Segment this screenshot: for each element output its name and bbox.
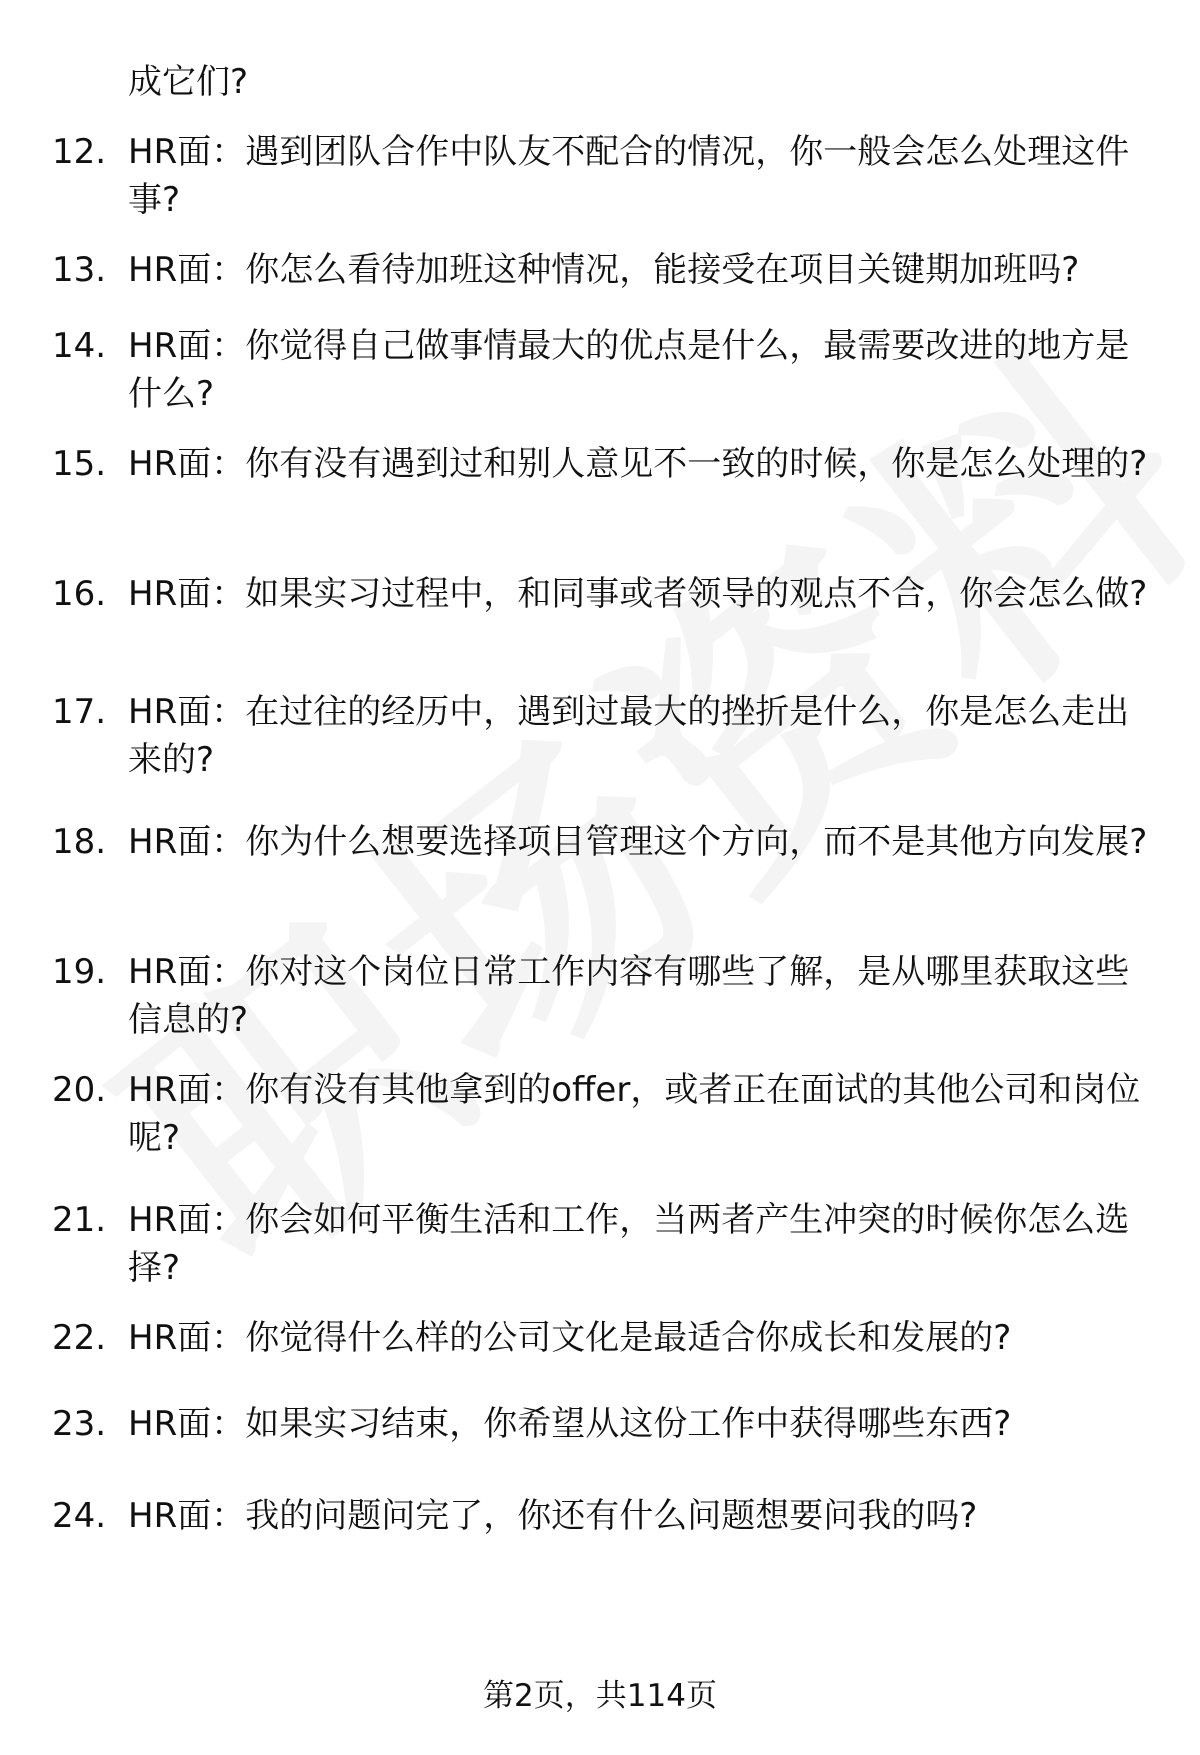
continuation-text: 成它们?: [128, 62, 249, 102]
item-text: HR面：遇到团队合作中队友不配合的情况，你一般会怎么处理这件事?: [128, 132, 1130, 220]
item-number: 12.: [52, 132, 107, 172]
page-footer: 第2页，共114页: [483, 1678, 717, 1714]
item-text: HR面：在过往的经历中，遇到过最大的挫折是什么，你是怎么走出来的?: [128, 692, 1130, 780]
item-number: 17.: [52, 692, 107, 732]
item-text: HR面：你有没有遇到过和别人意见不一致的时候，你是怎么处理的?: [128, 444, 1148, 484]
item-number: 15.: [52, 444, 107, 484]
item-number: 14.: [52, 326, 107, 366]
item-number: 21.: [52, 1200, 107, 1240]
item-number: 20.: [52, 1070, 107, 1110]
item-text: HR面：你觉得自己做事情最大的优点是什么，最需要改进的地方是什么?: [128, 326, 1130, 414]
item-text: HR面：你有没有其他拿到的offer，或者正在面试的其他公司和岗位呢?: [128, 1070, 1141, 1158]
item-text: HR面：你怎么看待加班这种情况，能接受在项目关键期加班吗?: [128, 250, 1080, 290]
item-number: 16.: [52, 574, 107, 614]
item-text: HR面：我的问题问完了，你还有什么问题想要问我的吗?: [128, 1496, 978, 1536]
item-text: HR面：你为什么想要选择项目管理这个方向，而不是其他方向发展?: [128, 822, 1148, 862]
item-text: HR面：你觉得什么样的公司文化是最适合你成长和发展的?: [128, 1318, 1012, 1358]
item-number: 18.: [52, 822, 107, 862]
item-number: 24.: [52, 1496, 107, 1536]
item-number: 19.: [52, 952, 107, 992]
item-text: HR面：如果实习过程中，和同事或者领导的观点不合，你会怎么做?: [128, 574, 1148, 614]
item-number: 13.: [52, 250, 107, 290]
item-text: HR面：如果实习结束，你希望从这份工作中获得哪些东西?: [128, 1404, 1012, 1444]
item-text: HR面：你会如何平衡生活和工作，当两者产生冲突的时候你怎么选择?: [128, 1200, 1130, 1288]
item-number: 22.: [52, 1318, 107, 1358]
item-number: 23.: [52, 1404, 107, 1444]
item-text: HR面：你对这个岗位日常工作内容有哪些了解，是从哪里获取这些信息的?: [128, 952, 1130, 1040]
